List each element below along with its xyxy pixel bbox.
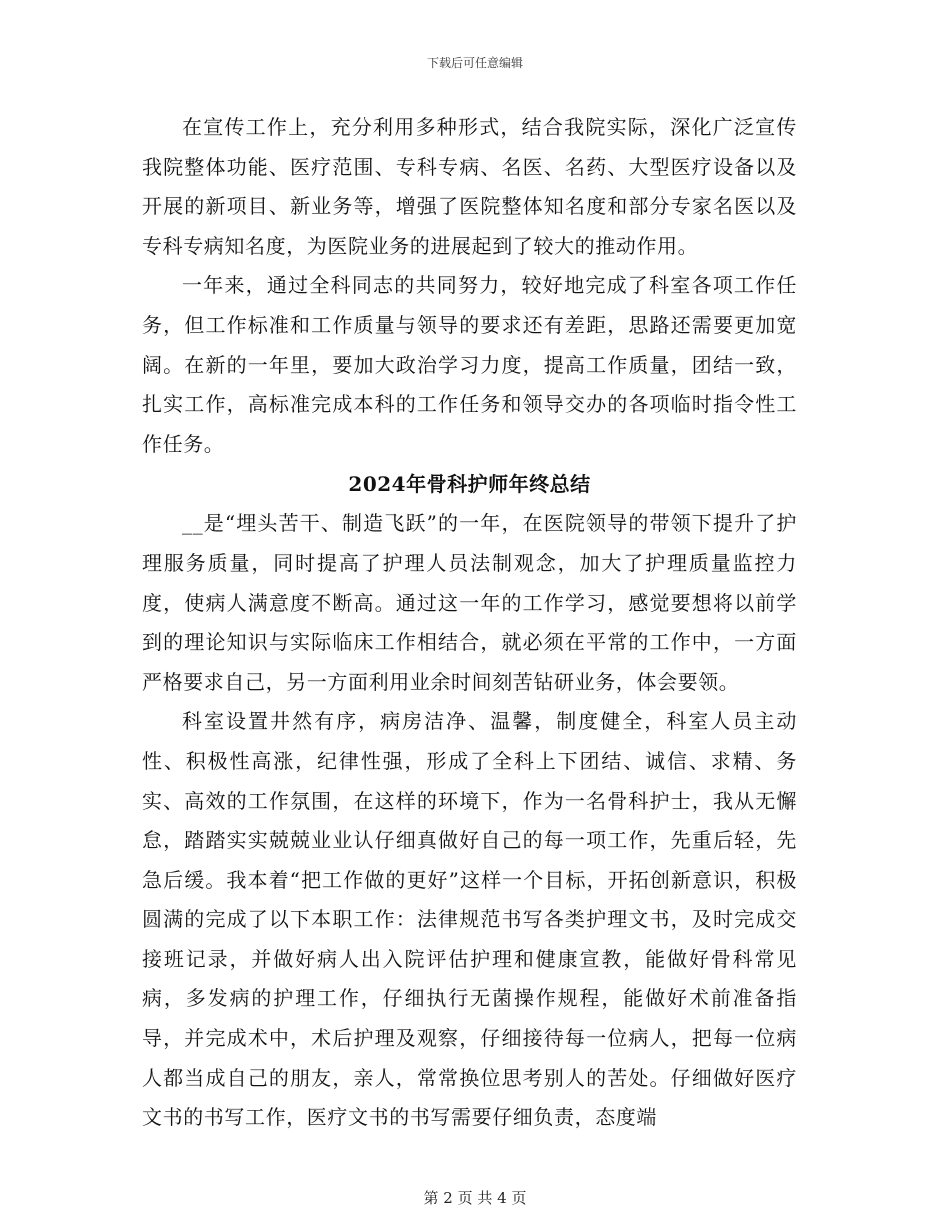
paragraph-department-work: 科室设置井然有序，病房洁净、温馨，制度健全，科室人员主动性、积极性高涨，纪律性强，形成了全科上下团结、诚信、求精、务实、高效的工作氛围，在这样的环境下，作为一名骨科护士，我从无懈怠，踏踏实实兢兢业业认仔细真做好自己的每一项工作，先重后轻，先急后缓。我本着“把工作做的更好”这样一个目标，开拓创新意识，积极圆满的完成了以下本职工作：法律规范书写各类护理文书，及时完成交接班记录，并做好病人出入院评估护理和健康宣教，能做好骨科常见病，多发病的护理工作，仔细执行无菌操作规程，能做好术前准备指导，并完成术中，术后护理及观察，仔细接待每一位病人，把每一位病人都当成自己的朋友，亲人，常常换位思考别人的苦处。仔细做好医疗文书的书写工作，医疗文书的书写需要仔细负责，态度端 <box>142 709 797 1130</box>
paragraph-year-review: 一年来，通过全科同志的共同努力，较好地完成了科室各项工作任务，但工作标准和工作质量与领导的要求还有差距，思路还需要更加宽阔。在新的一年里，要加大政治学习力度，提高工作质量，团结一致，扎实工作，高标准完成本科的工作任务和领导交办的各项临时指令性工作任务。 <box>142 273 797 456</box>
page-number-footer: 第 2 页 共 4 页 <box>423 1189 527 1207</box>
section-title: 2024年骨科护师年终总结 <box>348 472 591 497</box>
paragraph-summary-intro: __是“埋头苦干、制造飞跃”的一年，在医院领导的带领下提升了护理服务质量，同时提高了护理人员法制观念，加大了护理质量监控力度，使病人满意度不断高。通过这一年的工作学习，感觉要想将以前学到的理论知识与实际临床工作相结合，就必须在平常的工作中，一方面严格要求自己，另一方面利用业余时间刻苦钻研业务，体会要领。 <box>142 511 797 694</box>
document-body <box>142 108 797 1138</box>
header-note: 下载后可任意编辑 <box>426 56 523 70</box>
paragraph-publicity: 在宣传工作上，充分利用多种形式，结合我院实际，深化广泛宣传我院整体功能、医疗范围、专科专病、名医、名药、大型医疗设备以及开展的新项目、新业务等，增强了医院整体知名度和部分专家名医以及专科专病知名度，为医院业务的进展起到了较大的推动作用。 <box>142 115 797 258</box>
